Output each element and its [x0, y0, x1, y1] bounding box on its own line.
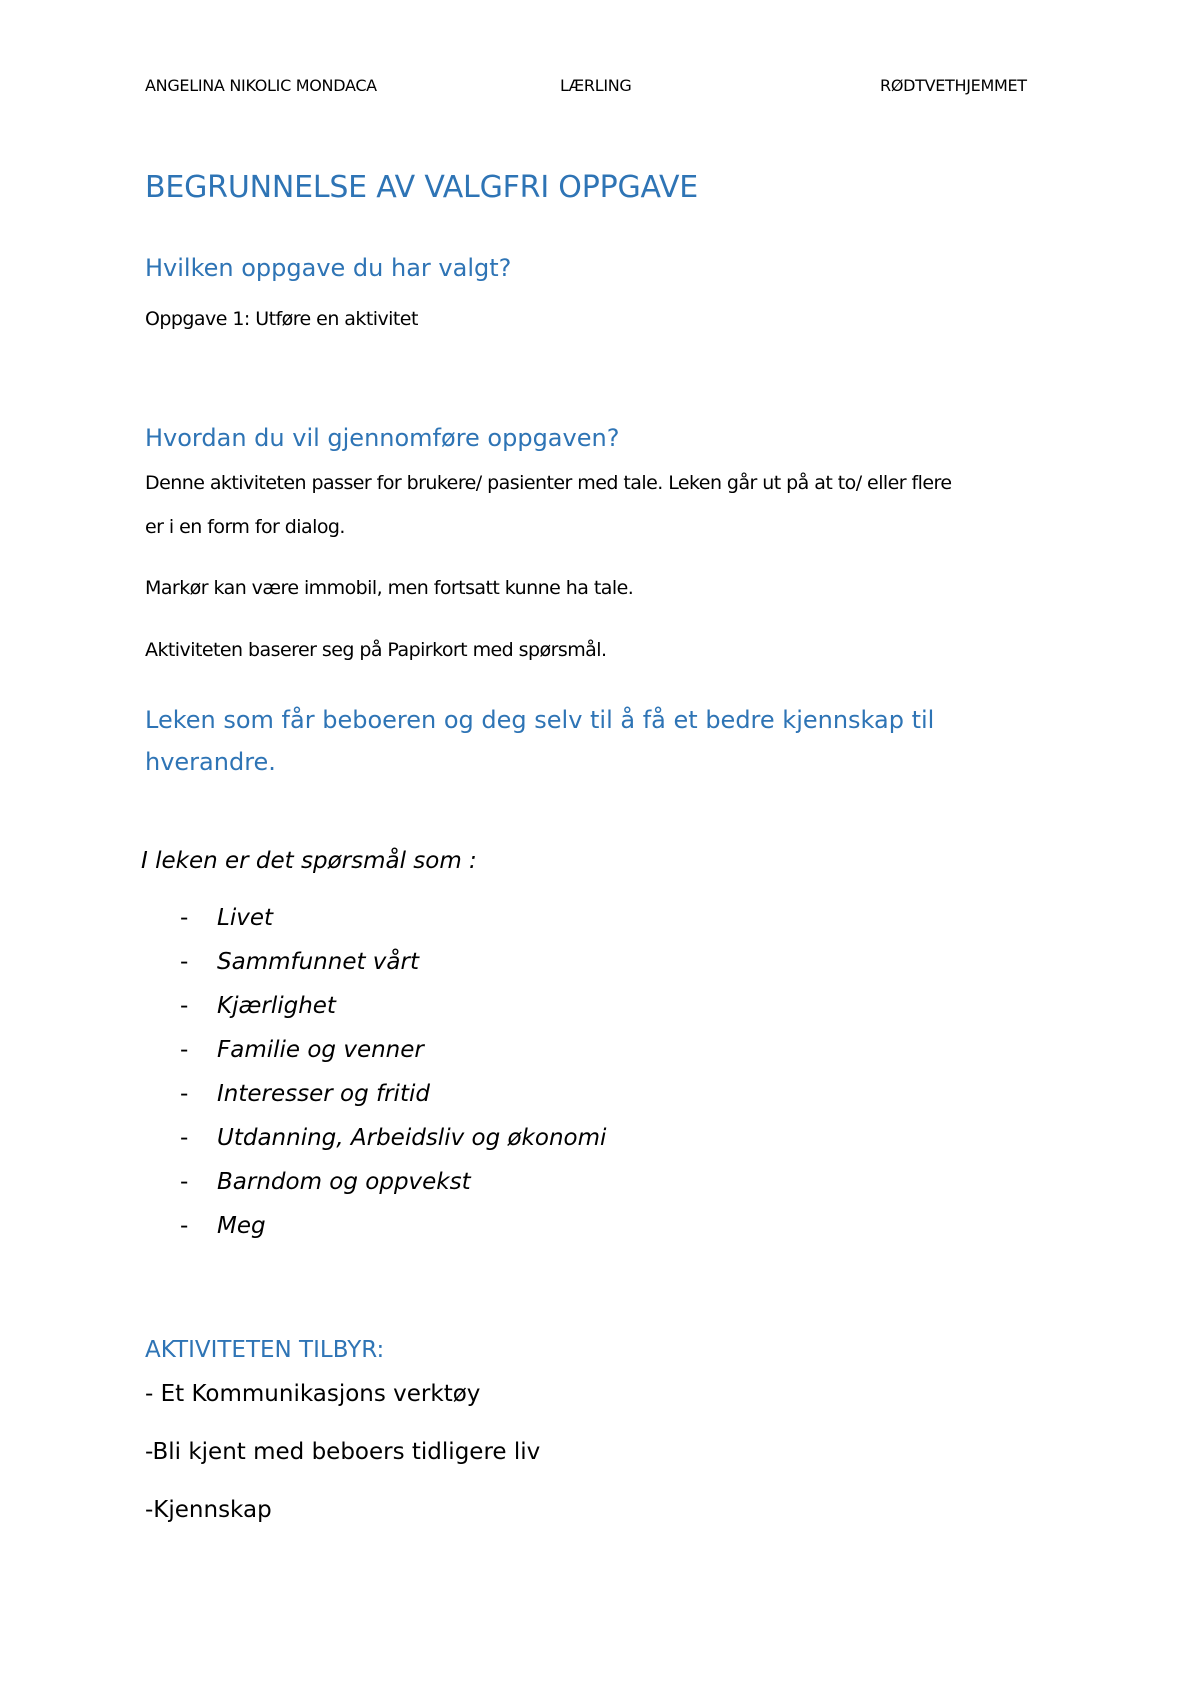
- list-item: - Et Kommunikasjons verktøy: [145, 1381, 481, 1407]
- topic-text: Livet: [217, 905, 273, 931]
- list-dash: -: [180, 1125, 189, 1151]
- chosen-task-text: [145, 308, 418, 330]
- topic-text: Interesser og fritid: [217, 1081, 430, 1107]
- list-item: [180, 1168, 606, 1212]
- document-title: BEGRUNNELSE AV VALGFRI OPPGAVE: [145, 170, 699, 205]
- list-dash: -: [180, 1081, 189, 1107]
- topic-text: Kjærlighet: [217, 993, 336, 1019]
- how-paragraph-line-2: er i en form for dialog.: [145, 516, 345, 538]
- list-item: [180, 1212, 606, 1256]
- list-dash: -: [180, 1037, 189, 1063]
- list-item: [180, 948, 606, 992]
- list-item: [180, 1036, 606, 1080]
- list-item: [180, 992, 606, 1036]
- header-author: ANGELINA NIKOLIC MONDACA: [145, 76, 377, 95]
- header-role: LÆRLING: [560, 76, 632, 95]
- list-item: [180, 1124, 606, 1168]
- topic-text: Meg: [217, 1213, 266, 1239]
- list-dash: -: [180, 1213, 189, 1239]
- list-dash: -: [180, 949, 189, 975]
- list-dash: -: [180, 993, 189, 1019]
- topics-intro: I leken er det spørsmål som :: [141, 848, 477, 874]
- section-chosen-task-heading: Hvilken oppgave du har valgt?: [145, 254, 512, 282]
- list-dash: -: [180, 905, 189, 931]
- list-item: [180, 1080, 606, 1124]
- list-item: -Bli kjent med beboers tidligere liv: [145, 1439, 541, 1465]
- list-dash: -: [180, 1169, 189, 1195]
- game-purpose-line-2: hverandre.: [145, 748, 276, 776]
- topic-list: [180, 904, 606, 1256]
- how-paragraph-line-1: Denne aktiviteten passer for brukere/ pasienter med tale. Leken går ut på at to/ eller flere: [145, 472, 952, 494]
- offers-list: [145, 1380, 540, 1554]
- chosen-task-label: Oppgave 1:: [145, 308, 250, 330]
- list-item: -Kjennskap: [145, 1497, 272, 1523]
- chosen-task-value: Utføre en aktivitet: [249, 308, 418, 330]
- page-header: [145, 76, 1055, 100]
- offers-heading: AKTIVITETEN TILBYR:: [145, 1337, 385, 1363]
- game-purpose-heading: [145, 699, 1045, 783]
- topic-text: Sammfunnet vårt: [217, 949, 419, 975]
- section-how-heading: Hvordan du vil gjennomføre oppgaven?: [145, 424, 620, 452]
- topic-text: Barndom og oppvekst: [217, 1169, 471, 1195]
- list-item: [180, 904, 606, 948]
- header-workplace: RØDTVETHJEMMET: [880, 76, 1027, 95]
- how-paragraph-2: Markør kan være immobil, men fortsatt kunne ha tale.: [145, 577, 634, 599]
- game-purpose-line-1: Leken som får beboeren og deg selv til å få et bedre kjennskap til: [145, 706, 935, 734]
- how-paragraph-3: Aktiviteten baserer seg på Papirkort med spørsmål.: [145, 639, 607, 661]
- topic-text: Utdanning, Arbeidsliv og økonomi: [217, 1125, 607, 1151]
- topic-text: Familie og venner: [217, 1037, 424, 1063]
